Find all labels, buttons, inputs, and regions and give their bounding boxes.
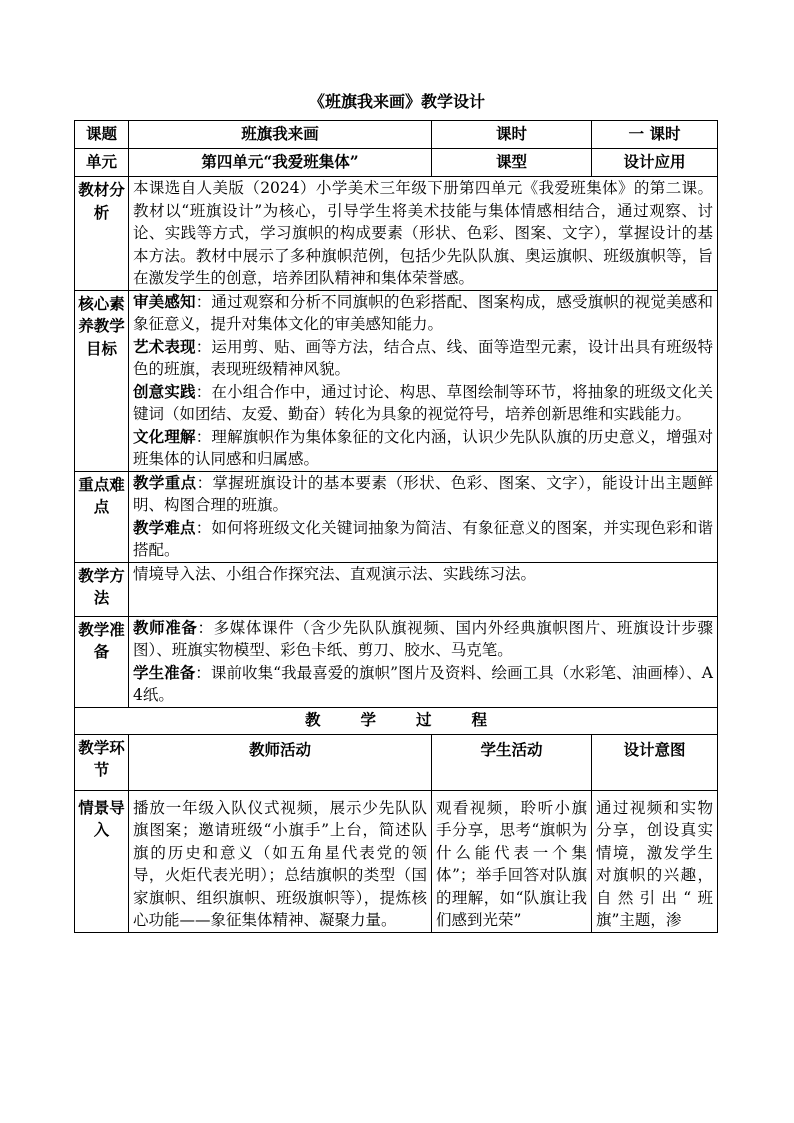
course-label: 课题 <box>75 121 129 149</box>
prep-item: 教师准备：多媒体课件（含少先队队旗视频、国内外经典旗帜图片、班旗设计步骤图）、班旗实物模型、彩色卡纸、剪刀、胶水、马克笔。 <box>133 617 713 659</box>
goal-item: 创意实践：在小组合作中，通过讨论、构思、草图绘制等环节，将抽象的班级文化关键词（如团结、友爱、勤奋）转化为具象的视觉符号，培养创新思维和实践能力。 <box>133 381 713 423</box>
process-header-student: 学生活动 <box>432 734 592 790</box>
method-label: 教学方法 <box>75 562 129 616</box>
key-points-row <box>75 471 718 562</box>
document-title: 《班旗我来画》教学设计 <box>308 92 485 111</box>
key-item: 教学难点：如何将班级文化关键词抽象为简洁、有象征意义的图案，并实现色彩和谐搭配。 <box>133 517 713 559</box>
process-stage: 情景导入 <box>75 790 129 932</box>
goal-item: 审美感知：通过观察和分析不同旗帜的色彩搭配、图案构成，感受旗帜的视觉美感和象征意义，提升对集体文化的审美感知能力。 <box>133 291 713 333</box>
type-value: 设计应用 <box>592 149 718 177</box>
unit-row <box>75 149 718 177</box>
process-row <box>75 790 718 932</box>
process-section-row <box>75 707 718 734</box>
lesson-plan-table <box>74 120 718 933</box>
process-header-stage: 教学环节 <box>75 734 129 790</box>
process-header-row <box>75 734 718 790</box>
analysis-label: 教材分析 <box>75 177 129 291</box>
key-points-content <box>129 471 718 562</box>
key-points-label: 重点难点 <box>75 471 129 562</box>
method-row <box>75 562 718 616</box>
goal-item: 艺术表现：运用剪、贴、画等方法，结合点、线、面等造型元素，设计出具有班级特色的班旗，表现班级精神风貌。 <box>133 336 713 378</box>
prep-label: 教学准备 <box>75 616 129 707</box>
process-section-title: 教学过程 <box>75 707 718 734</box>
process-header-teacher: 教师活动 <box>129 734 432 790</box>
prep-row <box>75 616 718 707</box>
analysis-text: 本课选自人美版（2024）小学美术三年级下册第四单元《我爱班集体》的第二课。教材以“班旗设计”为核心，引导学生将美术技能与集体情感相结合，通过观察、讨论、实践等方式，学习旗帜的构成要素（形状、色彩、图案、文字），掌握设计的基本方法。教材中展示了多种旗帜范例，包括少先队队旗、奥运旗帜、班级旗帜等，旨在激发学生的创意，培养团队精神和集体荣誉感。 <box>129 177 718 291</box>
process-student-activity: 观看视频，聆听小旗手分享，思考“旗帜为什么能代表一个集体”；举手回答对队旗的理解，如“队旗让我们感到光荣” <box>432 790 592 932</box>
process-teacher-activity: 播放一年级入队仪式视频，展示少先队队旗图案；邀请班级“小旗手”上台，简述队旗的历史和意义（如五角星代表党的领导，火炬代表光明）；总结旗帜的类型（国家旗帜、组织旗帜、班级旗帜等），提炼核心功能——象征集体精神、凝聚力量。 <box>129 790 432 932</box>
hours-value: 一 课时 <box>592 121 718 149</box>
type-label: 课型 <box>432 149 592 177</box>
goals-row <box>75 290 718 471</box>
prep-content <box>129 616 718 707</box>
analysis-row <box>75 177 718 291</box>
prep-item: 学生准备：课前收集“我最喜爱的旗帜”图片及资料、绘画工具（水彩笔、油画棒）、A4纸。 <box>133 662 713 704</box>
hours-label: 课时 <box>432 121 592 149</box>
goal-item: 文化理解：理解旗帜作为集体象征的文化内涵，认识少先队队旗的历史意义，增强对班集体的认同感和归属感。 <box>133 426 713 468</box>
course-title-value: 班旗我来画 <box>129 121 432 149</box>
process-header-intent: 设计意图 <box>592 734 718 790</box>
goals-content <box>129 290 718 471</box>
goals-label: 核心素养教学目标 <box>75 290 129 471</box>
unit-label: 单元 <box>75 149 129 177</box>
unit-value: 第四单元“我爱班集体” <box>129 149 432 177</box>
process-design-intent: 通过视频和实物分享，创设真实情境，激发学生对旗帜的兴趣，自然引出“班旗”主题，渗 <box>592 790 718 932</box>
key-item: 教学重点：掌握班旗设计的基本要素（形状、色彩、图案、文字），能设计出主题鲜明、构图合理的班旗。 <box>133 472 713 514</box>
method-text: 情境导入法、小组合作探究法、直观演示法、实践练习法。 <box>129 562 718 616</box>
course-row <box>75 121 718 149</box>
